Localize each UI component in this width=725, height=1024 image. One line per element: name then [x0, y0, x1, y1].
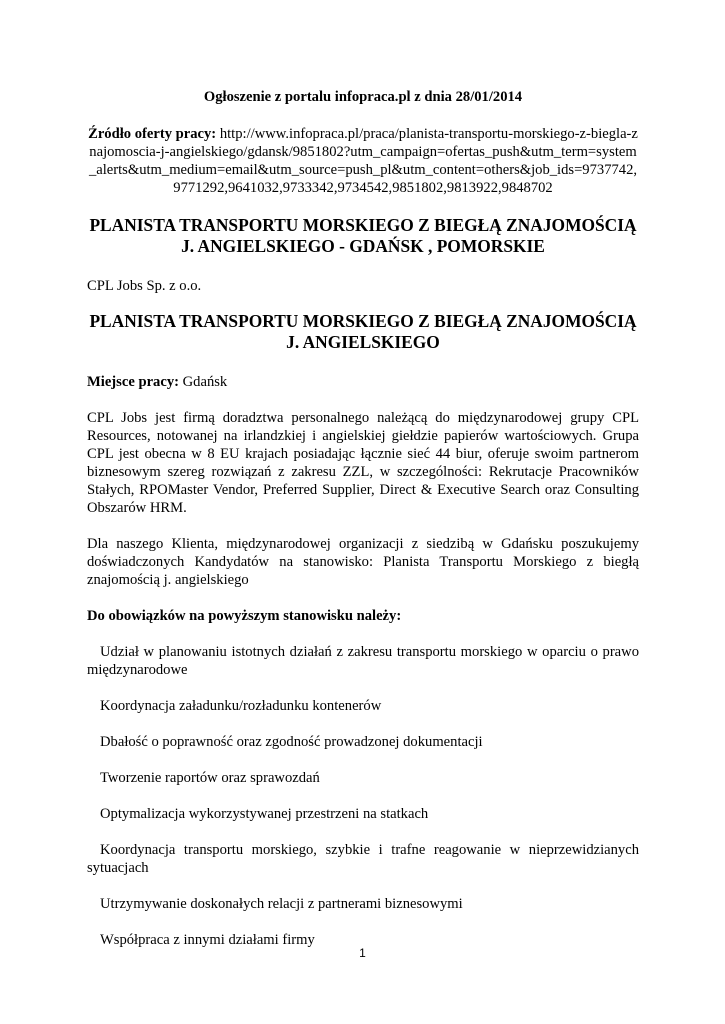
company-description-paragraph: CPL Jobs jest firmą doradztwa personalnego należącą do międzynarodowej grupy CPL Resources, notowanej na irlandzkiej i angielskiej giełdzie papierów wartościowych. Grupa CPL jest obecna w 8 EU krajach posiadając łącznie sieć 44 biur, oferuje swoim partnerom biznesowym szereg rozwiązań z zakresu ZZL, w szczególności: Rekrutacje Pracowników Stałych, RPOMaster Vendor, Preferred Supplier, Direct & Executive Search oraz Consulting Obszarów HRM. — [87, 410, 639, 516]
duty-item: Tworzenie raportów oraz sprawozdań — [100, 770, 320, 786]
duty-item: Udział w planowaniu istotnych działań z zakresu transportu morskiego w oparciu o prawo międzynarodowe — [87, 644, 639, 678]
duty-item: Koordynacja transportu morskiego, szybkie i trafne reagowanie w nieprzewidzianych sytuacjach — [87, 842, 639, 876]
work-location — [87, 373, 639, 391]
announcement-line: Ogłoszenie z portalu infopraca.pl z dnia 28/01/2014 — [203, 89, 523, 105]
duty-item: Dbałość o poprawność oraz zgodność prowadzonej dokumentacji — [100, 734, 483, 750]
location-value: Gdańsk — [182, 374, 228, 390]
location-label: Miejsce pracy: — [87, 374, 179, 390]
job-title: PLANISTA TRANSPORTU MORSKIEGO Z BIEGŁĄ ZNAJOMOŚCIĄ J. ANGIELSKIEGO — [89, 311, 637, 352]
company-name: CPL Jobs Sp. z o.o. — [87, 278, 202, 294]
duty-item: Współpraca z innymi działami firmy — [100, 932, 315, 948]
main-title: PLANISTA TRANSPORTU MORSKIEGO Z BIEGŁĄ ZNAJOMOŚCIĄ J. ANGIELSKIEGO - GDAŃSK , POMORSKIE — [89, 215, 637, 256]
source-url-link[interactable]: http://www.infopraca.pl/praca/planista-transportu-morskiego-z-biegla-znajomoscia-j-angielskiego/gdansk/9851802?utm_campaign=ofertas_push&utm_term=system_alerts&utm_medium=email&utm_source=push_pl&utm_content=others&job_ids=9737742,9771292,9641032,9733342,9734542,9851802,9813922,9848702 — [88, 126, 638, 196]
duties-heading: Do obowiązków na powyższym stanowisku należy: — [87, 608, 402, 624]
duty-item: Koordynacja załadunku/rozładunku kontenerów — [100, 698, 382, 714]
client-description-paragraph: Dla naszego Klienta, międzynarodowej organizacji z siedzibą w Gdańsku poszukujemy doświadczonych Kandydatów na stanowisko: Planista Transportu Morskiego z biegłą znajomością j. angielskiego — [87, 536, 639, 588]
duty-item: Utrzymywanie doskonałych relacji z partnerami biznesowymi — [100, 896, 463, 912]
page-number: 1 — [359, 946, 366, 960]
duty-item: Optymalizacja wykorzystywanej przestrzeni na statkach — [100, 806, 429, 822]
source-line — [87, 125, 639, 197]
document-body — [87, 88, 639, 949]
source-label: Źródło oferty pracy: — [88, 126, 217, 142]
